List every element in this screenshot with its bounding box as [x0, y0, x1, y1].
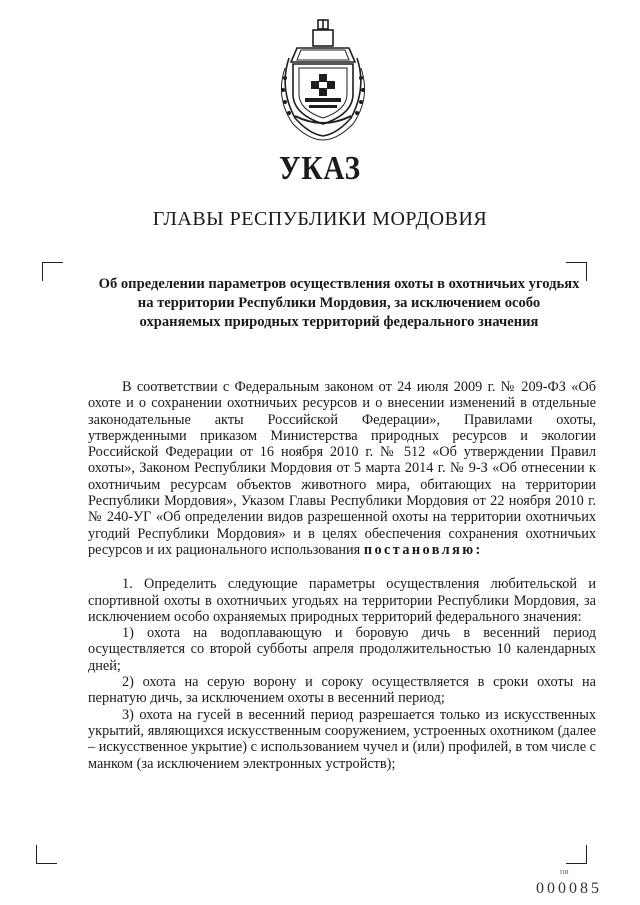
corner-mark-bottom-right [566, 845, 587, 864]
page-number-mark: 000085 [536, 880, 602, 897]
corner-mark-bottom-left [36, 845, 57, 864]
item-1-paragraph: 1. Определить следующие параметры осуществления любительской и спортивной охоты в охотничьих угодьях на территории Республики Мордовия, за исключением особо охраняемых природных территорий федерального значения: [88, 576, 596, 625]
page-mark-small: ПИ [560, 870, 569, 876]
issuing-authority: ГЛАВЫ РЕСПУБЛИКИ МОРДОВИЯ [152, 208, 488, 230]
preamble-text: В соответствии с Федеральным законом от 24 июля 2009 г. № 209-ФЗ «Об охоте и о сохранении охотничьих ресурсов и о внесении изменений в отдельные законодательные акты Российской Федерации», Правилами охоты, утвержденными приказом Министерства природных ресурсов и экологии Российской Федерации от 16 ноября 2010 г. № 512 «Об утверждении Правил охоты», Законом Республики Мордовия от 5 марта 2014 г. № 9-З «Об отнесении к охотничьим ресурсам объектов животного мира, обитающих на территории Республики Мордовия», Указом Главы Республики Мордовия от 22 ноября 2010 г. № 240-УГ «Об определении видов разрешенной охоты на территории охотничьих угодий Республики Мордовия» и в целях обеспечения сохранения охотничьих ресурсов и их рационального использования [88, 379, 596, 558]
heading-line: охраняемых природных территорий федерального значения [139, 314, 539, 330]
document-heading [74, 275, 604, 332]
subitem-1-paragraph: 1) охота на водоплавающую и боровую дичь в весенний период осуществляется со второй субботы апреля продолжительностью 10 календарных дней; [88, 625, 596, 674]
corner-mark-top-left [42, 262, 63, 281]
document-type: УКАЗ [279, 150, 361, 187]
subitem-2-paragraph: 2) охота на серую ворону и сороку осуществляется в сроки охоты на пернатую дичь, за исключением охоты в весенний период; [88, 674, 596, 707]
preamble-paragraph [88, 379, 596, 558]
heading-line: на территории Республики Мордовия, за исключением особо [137, 295, 541, 311]
heading-line: Об определении параметров осуществления охоты в охотничьих угодьях [98, 276, 580, 292]
document-body [88, 379, 596, 772]
coat-of-arms-emblem [275, 18, 371, 142]
subitem-3-paragraph: 3) охота на гусей в весенний период разрешается только из искусственных укрытий, являющихся искусственным сооружением, устроенных охотником (далее – искусственное укрытие) с использованием чучел и (или) профилей, в том числе с манком (за исключением электронных устройств); [88, 706, 596, 772]
decree-word: постановляю: [363, 541, 483, 558]
